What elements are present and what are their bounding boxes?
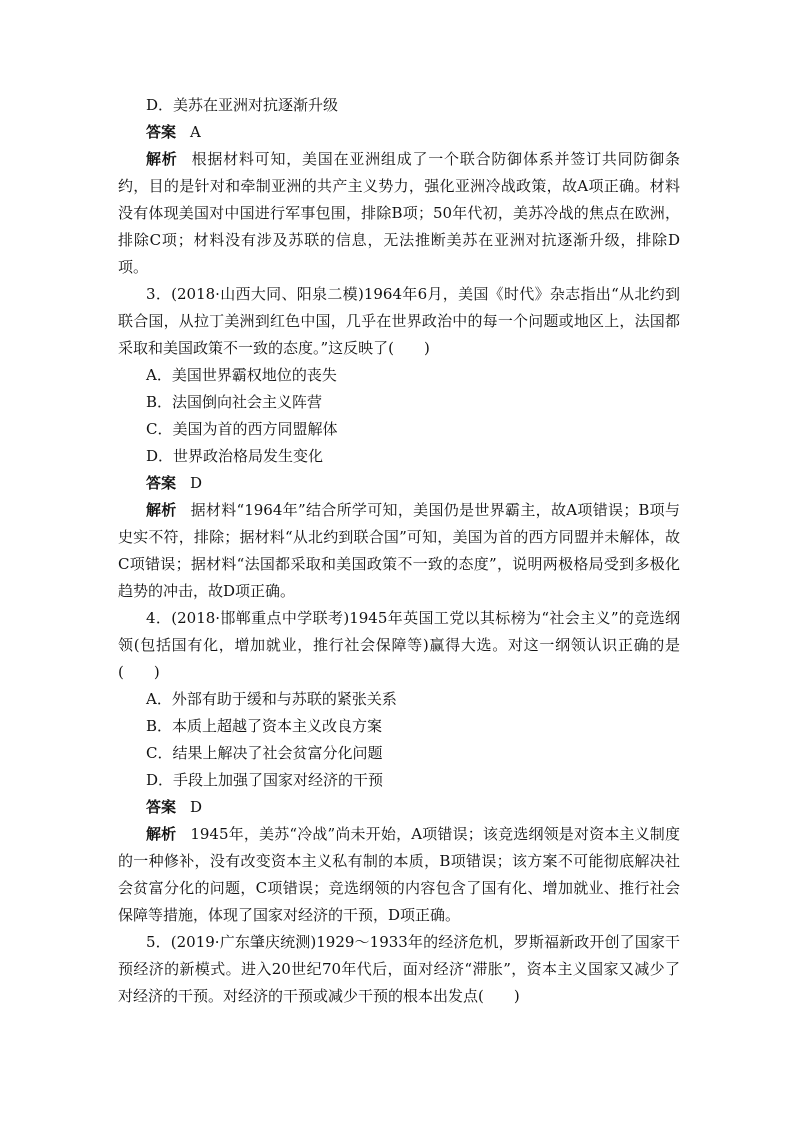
page-content	[118, 92, 680, 1010]
q4-answer-value: D	[190, 798, 203, 816]
q2-answer-label: 答案	[146, 123, 177, 141]
q4-analysis-text: 1945年，美苏“冷战”尚未开始，A项错误；该竞选纲领是对资本主义制度的一种修补，没有改变资本主义私有制的本质，B项错误；该方案不可能彻底解决社会贫富分化的问题，C项错误；竞选纲领的内容包含了国有化、增加就业、推行社会保障等措施，体现了国家对经济的干预，D项正确。	[118, 825, 680, 924]
q4-answer-line	[118, 794, 680, 821]
q4-answer-label: 答案	[146, 798, 177, 816]
q4-analysis-label: 解析	[146, 825, 177, 843]
q2-answer-value: A	[190, 123, 201, 141]
q2-answer-line	[118, 119, 680, 146]
q3-stem: 3．(2018·山西大同、阳泉二模)1964年6月，美国《时代》杂志指出“从北约到联合国，从拉丁美洲到红色中国，几乎在世界政治中的每一个问题或地区上，法国都采取和美国政策不一致的态度。”这反映了( )	[118, 285, 680, 357]
q4-option-a: A．外部有助于缓和与苏联的紧张关系	[146, 690, 397, 708]
q3-analysis	[118, 497, 680, 605]
q3-analysis-text: 据材料“1964年”结合所学可知，美国仍是世界霸主，故A项错误；B项与史实不符，排除；据材料“从北约到联合国”可知，美国为首的西方同盟并未解体，故C项错误；据材料“法国都采取和美国政策不一致的态度”，说明两极格局受到多极化趋势的冲击，故D项正确。	[118, 501, 680, 600]
q2-analysis	[118, 146, 680, 281]
q2-analysis-label: 解析	[146, 150, 178, 168]
q3-option-c: C．美国为首的西方同盟解体	[146, 420, 338, 438]
q2-option-d: D．美苏在亚洲对抗逐渐升级	[146, 96, 339, 114]
q4-option-d: D．手段上加强了国家对经济的干预	[146, 771, 384, 789]
q4-analysis	[118, 821, 680, 929]
q3-answer-label: 答案	[146, 474, 177, 492]
q4-option-b: B．本质上超越了资本主义改良方案	[146, 717, 383, 735]
q5-stem: 5．(2019·广东肇庆统测)1929～1933年的经济危机，罗斯福新政开创了国家干预经济的新模式。进入20世纪70年代后，面对经济“滞胀”，资本主义国家又减少了对经济的干预。对经济的干预或减少干预的根本出发点( )	[118, 933, 680, 1005]
q2-analysis-text: 根据材料可知，美国在亚洲组成了一个联合防御体系并签订共同防御条约，目的是针对和牵制亚洲的共产主义势力，强化亚洲冷战政策，故A项正确。材料没有体现美国对中国进行军事包围，排除B项；50年代初，美苏冷战的焦点在欧洲，排除C项；材料没有涉及苏联的信息，无法推断美苏在亚洲对抗逐渐升级，排除D项。	[118, 150, 680, 276]
q3-option-d: D．世界政治格局发生变化	[146, 447, 324, 465]
q3-analysis-label: 解析	[146, 501, 177, 519]
q4-option-c: C．结果上解决了社会贫富分化问题	[146, 744, 383, 762]
q3-option-a: A．美国世界霸权地位的丧失	[146, 366, 337, 384]
q4-stem: 4．(2018·邯郸重点中学联考)1945年英国工党以其标榜为“社会主义”的竞选纲领(包括国有化，增加就业，推行社会保障等)赢得大选。对这一纲领认识正确的是( )	[118, 609, 680, 681]
q3-answer-line	[118, 470, 680, 497]
q3-answer-value: D	[190, 474, 203, 492]
q3-option-b: B．法国倒向社会主义阵营	[146, 393, 323, 411]
